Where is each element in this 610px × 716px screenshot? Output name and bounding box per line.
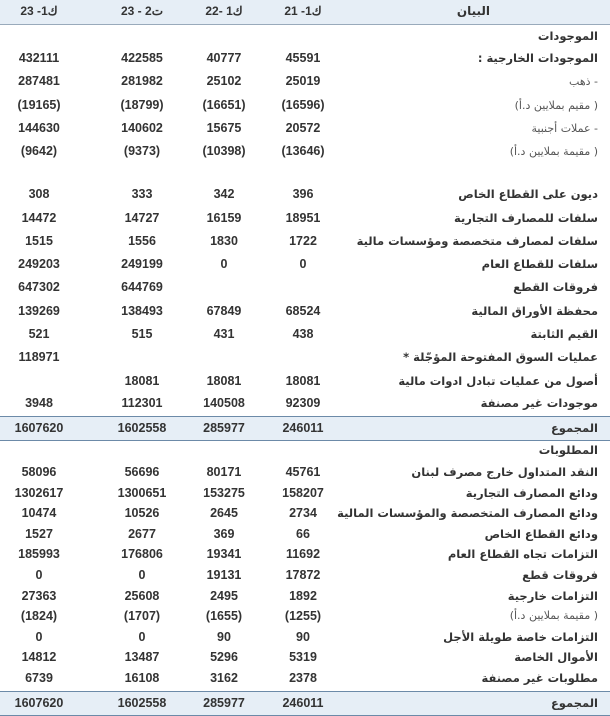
assets-row-value: 18081 (285, 374, 321, 388)
liabilities-row-value: 0 (138, 568, 146, 582)
assets-row-value: 422585 (121, 51, 163, 65)
liabilities-section-title-label: المطلوبات (538, 443, 598, 457)
assets-row (0, 47, 610, 70)
assets-total-row-value: 1602558 (117, 421, 167, 435)
assets-row-value: 18081 (206, 374, 242, 388)
liabilities-row-value: 0 (138, 629, 146, 644)
liabilities-row (0, 462, 610, 482)
assets-row-value: 438 (292, 327, 314, 341)
assets-row-label: القيم الثابتة (530, 327, 598, 341)
liabilities-row-value: 1300651 (117, 485, 167, 500)
assets-total-row-value: 246011 (282, 421, 324, 435)
assets-row-value: 644769 (121, 280, 163, 294)
assets-row-value: 18081 (124, 374, 160, 388)
liabilities-total-row-value: 246011 (282, 696, 324, 710)
assets-row-value: 249203 (18, 257, 60, 271)
assets-row (0, 183, 610, 206)
liabilities-row-label: التزامات خاصة طويلة الأجل (443, 629, 598, 644)
liabilities-row (0, 483, 610, 503)
assets-row (0, 253, 610, 276)
liabilities-row (0, 606, 610, 626)
assets-row-value: 144630 (18, 121, 60, 135)
assets-row-value: 112301 (121, 396, 163, 410)
assets-row-label: ( مقيم بملايين د.أ) (514, 99, 598, 112)
assets-row-label: ( مقيمة بملايين د.أ) (509, 145, 598, 158)
liabilities-total-row-value: 1607620 (14, 696, 64, 710)
assets-row-value: 15675 (206, 121, 242, 135)
liabilities-row-value: 1892 (289, 588, 317, 603)
assets-row-value: (16651) (202, 98, 246, 112)
header-col-4: ك1- 23 (20, 4, 58, 18)
liabilities-total-row-value: 285977 (203, 696, 245, 710)
liabilities-row (0, 565, 610, 585)
assets-row-value: 140508 (203, 396, 245, 410)
assets-row-value: (13646) (281, 144, 325, 158)
assets-total-row-value: 1607620 (14, 421, 64, 435)
liabilities-row-label: ودائع المصارف التجارية (465, 485, 598, 500)
assets-row-label: فروقات القطع (513, 280, 598, 294)
liabilities-total-row (0, 691, 610, 716)
assets-row-value: 515 (131, 327, 153, 341)
assets-row-value: 333 (131, 187, 153, 201)
liabilities-row (0, 627, 610, 647)
liabilities-row-value: 90 (217, 629, 231, 644)
liabilities-row-value: 45761 (285, 465, 321, 479)
assets-row-label: سلفات للقطاع العام (481, 257, 598, 271)
liabilities-row (0, 668, 610, 688)
liabilities-row-value: 80171 (206, 465, 242, 479)
assets-row-value: 1830 (210, 234, 238, 248)
assets-row-value: 118971 (18, 350, 60, 364)
assets-row (0, 346, 610, 369)
assets-row-value: 281982 (121, 74, 163, 88)
liabilities-row-value: 2495 (210, 588, 238, 603)
assets-row-value: 1722 (289, 234, 317, 248)
liabilities-row (0, 647, 610, 667)
assets-total-row-value: 285977 (203, 421, 245, 435)
liabilities-row-value: 5319 (289, 650, 317, 665)
assets-row-value: 140602 (121, 121, 163, 135)
assets-row-value: 431 (213, 327, 235, 341)
liabilities-row-label: ودائع القطاع الخاص (484, 526, 598, 541)
assets-row (0, 207, 610, 230)
assets-row-label: أصول من عمليات تبادل ادوات مالية (398, 374, 598, 388)
liabilities-row-value: (1824) (20, 609, 58, 624)
assets-row-label: ديون على القطاع الخاص (458, 187, 598, 201)
header-col-2: ك1 -22 (205, 4, 243, 18)
liabilities-section-title (0, 439, 610, 462)
liabilities-row-value: 10526 (124, 506, 160, 521)
assets-row-value: 1556 (128, 234, 156, 248)
table-header (0, 0, 610, 25)
liabilities-row-value: 66 (296, 526, 310, 541)
liabilities-row-value: 1302617 (14, 485, 64, 500)
assets-row-label: محفظة الأوراق المالية (471, 304, 598, 318)
assets-row (0, 370, 610, 393)
assets-row-value: 92309 (285, 396, 321, 410)
liabilities-row-value: 17872 (285, 568, 321, 582)
liabilities-row-value: 19131 (206, 568, 242, 582)
assets-row-value: 342 (213, 187, 235, 201)
assets-total-row-label: المجموع (550, 421, 598, 435)
liabilities-row-value: 2677 (128, 526, 156, 541)
assets-row-value: (9373) (123, 144, 161, 158)
liabilities-row-value: (1655) (205, 609, 243, 624)
liabilities-row-value: 176806 (121, 547, 163, 562)
liabilities-total-row-label: المجموع (550, 696, 598, 710)
assets-row-value: 0 (220, 257, 228, 271)
assets-row-value: (10398) (202, 144, 246, 158)
assets-row-value: 249199 (121, 257, 163, 271)
assets-row-value: 139269 (18, 304, 60, 318)
assets-row-value: 14472 (21, 211, 57, 225)
liabilities-row-value: 19341 (206, 547, 242, 562)
assets-row-value: 521 (28, 327, 50, 341)
liabilities-row (0, 524, 610, 544)
liabilities-row-value: 90 (296, 629, 310, 644)
liabilities-row-value: 25608 (124, 588, 160, 603)
assets-row-value: 3948 (25, 396, 53, 410)
assets-row-label: - ذهب (569, 75, 598, 88)
liabilities-row-label: التزامات تجاه القطاع العام (447, 547, 598, 562)
assets-row (0, 323, 610, 346)
assets-row-value: 16159 (206, 211, 242, 225)
assets-row-value: 432111 (18, 51, 60, 65)
liabilities-row-value: 1527 (25, 526, 53, 541)
liabilities-row (0, 503, 610, 523)
liabilities-row-value: 2645 (210, 506, 238, 521)
liabilities-row-value: 0 (35, 568, 43, 582)
liabilities-row-label: النقد المتداول خارج مصرف لبنان (411, 465, 598, 479)
assets-row-value (92, 346, 192, 369)
liabilities-row-value: 153275 (203, 485, 245, 500)
assets-row-value: 647302 (18, 280, 60, 294)
assets-row-value: (18799) (120, 98, 164, 112)
assets-section-title (0, 25, 610, 48)
assets-row (0, 70, 610, 93)
liabilities-row-value: 14812 (21, 650, 57, 665)
assets-row-label: سلفات للمصارف التجارية (454, 211, 598, 225)
liabilities-row-value: 0 (35, 629, 43, 644)
assets-row-value: 1515 (25, 234, 53, 248)
assets-row (0, 140, 610, 163)
liabilities-row-value: (1255) (284, 609, 322, 624)
assets-row-value: 396 (292, 187, 314, 201)
liabilities-row-label: التزامات خارجية (507, 588, 598, 603)
assets-row-value: 0 (299, 257, 307, 271)
header-col-3: ت2 - 23 (120, 4, 163, 18)
liabilities-row-value: 185993 (18, 547, 60, 562)
assets-row-value: 287481 (18, 74, 60, 88)
liabilities-row-value: 5296 (210, 650, 238, 665)
liabilities-row-label: ودائع المصارف المتخصصة والمؤسسات المالية (337, 506, 598, 521)
liabilities-row-value: 13487 (124, 650, 160, 665)
assets-section-title-label: الموجودات (537, 29, 598, 43)
assets-row-value: (16596) (281, 98, 325, 112)
liabilities-row-label: ( مقيمة بملايين د.أ) (509, 609, 598, 623)
assets-row-value: 68524 (285, 304, 321, 318)
assets-row-label: موجودات غير مصنفة (480, 396, 598, 410)
assets-row (0, 392, 610, 415)
liabilities-row-value: 11692 (285, 547, 321, 562)
assets-row-label: عمليات السوق المفتوحة المؤجّلة * (403, 350, 598, 364)
assets-row-value: 14727 (124, 211, 160, 225)
liabilities-row-value: 369 (213, 526, 235, 541)
assets-row (0, 300, 610, 323)
liabilities-row-label: مطلوبات غير مصنفة (481, 671, 598, 685)
assets-row-value: 25019 (285, 74, 321, 88)
assets-row-value: (19165) (17, 98, 61, 112)
liabilities-row-value: 3162 (210, 671, 238, 685)
assets-row-value: 308 (28, 187, 50, 201)
liabilities-row-value: 58096 (21, 465, 57, 479)
liabilities-row-value: 16108 (124, 671, 160, 685)
assets-row-value: 25102 (206, 74, 242, 88)
liabilities-row-value: 56696 (124, 465, 160, 479)
header-col-1: ك1- 21 (284, 4, 322, 18)
liabilities-row-value: 158207 (282, 485, 324, 500)
assets-row-value: 40777 (206, 51, 242, 65)
liabilities-row-value: (1707) (123, 609, 161, 624)
assets-row-label: - عملات أجنبية (531, 122, 598, 135)
assets-row-value (0, 370, 78, 393)
assets-row-value: 45591 (285, 51, 321, 65)
liabilities-row-value: 6739 (25, 671, 53, 685)
assets-row-value: 67849 (206, 304, 242, 318)
assets-row (0, 94, 610, 117)
liabilities-row-value: 10474 (21, 506, 57, 521)
assets-row (0, 276, 610, 299)
liabilities-row-value: 27363 (21, 588, 57, 603)
liabilities-row-value: 2378 (289, 671, 317, 685)
assets-row-label: الموجودات الخارجية : (477, 51, 598, 65)
header-label: البيان (456, 4, 490, 18)
liabilities-row (0, 586, 610, 606)
assets-row (0, 230, 610, 253)
liabilities-row-label: فروقات قطع (522, 568, 598, 582)
assets-row-value: 138493 (121, 304, 163, 318)
liabilities-row-label: الأموال الخاصة (514, 650, 598, 665)
assets-row (0, 117, 610, 140)
liabilities-row (0, 544, 610, 564)
assets-row-value: (9642) (20, 144, 58, 158)
assets-row-value: 18951 (285, 211, 321, 225)
liabilities-row-value: 2734 (289, 506, 317, 521)
assets-row-label: سلفات لمصارف متخصصة ومؤسسات مالية (356, 234, 598, 248)
assets-total-row (0, 416, 610, 441)
assets-row-value: 20572 (285, 121, 321, 135)
liabilities-total-row-value: 1602558 (117, 696, 167, 710)
